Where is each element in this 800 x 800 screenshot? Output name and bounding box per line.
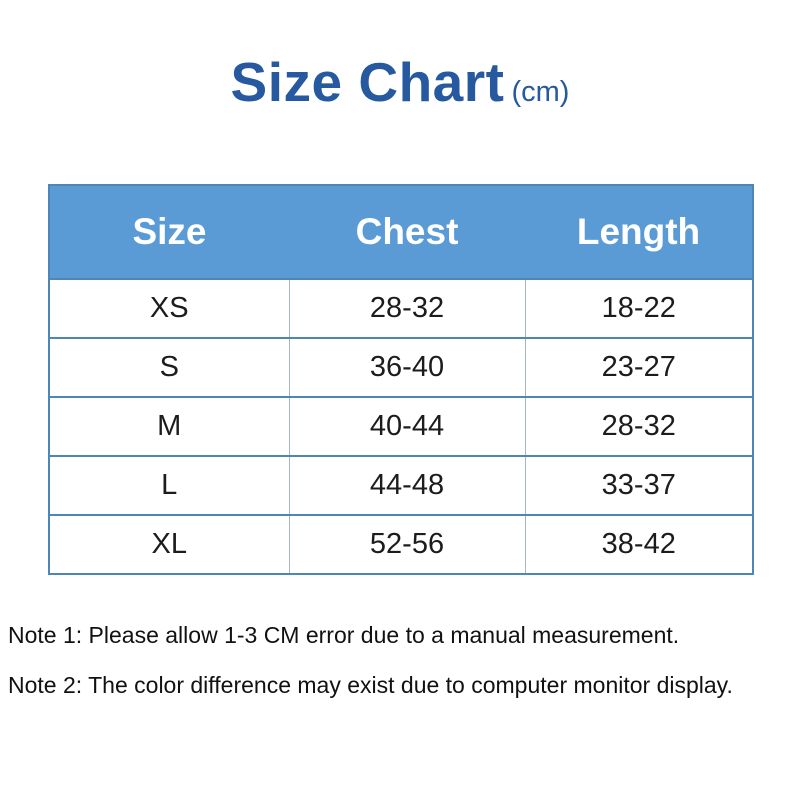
notes-block <box>8 620 798 720</box>
note-2: Note 2: The color difference may exist due to computer monitor display. <box>8 672 733 698</box>
size-cell: XL <box>49 515 289 574</box>
table-header-row <box>49 185 753 279</box>
page-title <box>0 50 800 114</box>
length-cell: 18-22 <box>525 279 753 338</box>
chest-cell: 40-44 <box>289 397 525 456</box>
size-cell: S <box>49 338 289 397</box>
length-cell: 28-32 <box>525 397 753 456</box>
column-header-length: Length <box>525 185 753 279</box>
chest-cell: 52-56 <box>289 515 525 574</box>
length-cell: 33-37 <box>525 456 753 515</box>
table-row <box>49 279 753 338</box>
length-cell: 38-42 <box>525 515 753 574</box>
size-cell: M <box>49 397 289 456</box>
size-table <box>48 184 754 575</box>
size-cell: L <box>49 456 289 515</box>
table-row <box>49 338 753 397</box>
table-row <box>49 456 753 515</box>
title-unit-label: (cm) <box>511 76 570 108</box>
note-1: Note 1: Please allow 1-3 CM error due to a manual measurement. <box>8 622 680 648</box>
table-row <box>49 397 753 456</box>
chest-cell: 28-32 <box>289 279 525 338</box>
size-cell: XS <box>49 279 289 338</box>
chest-cell: 36-40 <box>289 338 525 397</box>
table-row <box>49 515 753 574</box>
title-text: Size Chart <box>230 51 505 113</box>
column-header-chest: Chest <box>289 185 525 279</box>
length-cell: 23-27 <box>525 338 753 397</box>
column-header-size: Size <box>49 185 289 279</box>
chest-cell: 44-48 <box>289 456 525 515</box>
